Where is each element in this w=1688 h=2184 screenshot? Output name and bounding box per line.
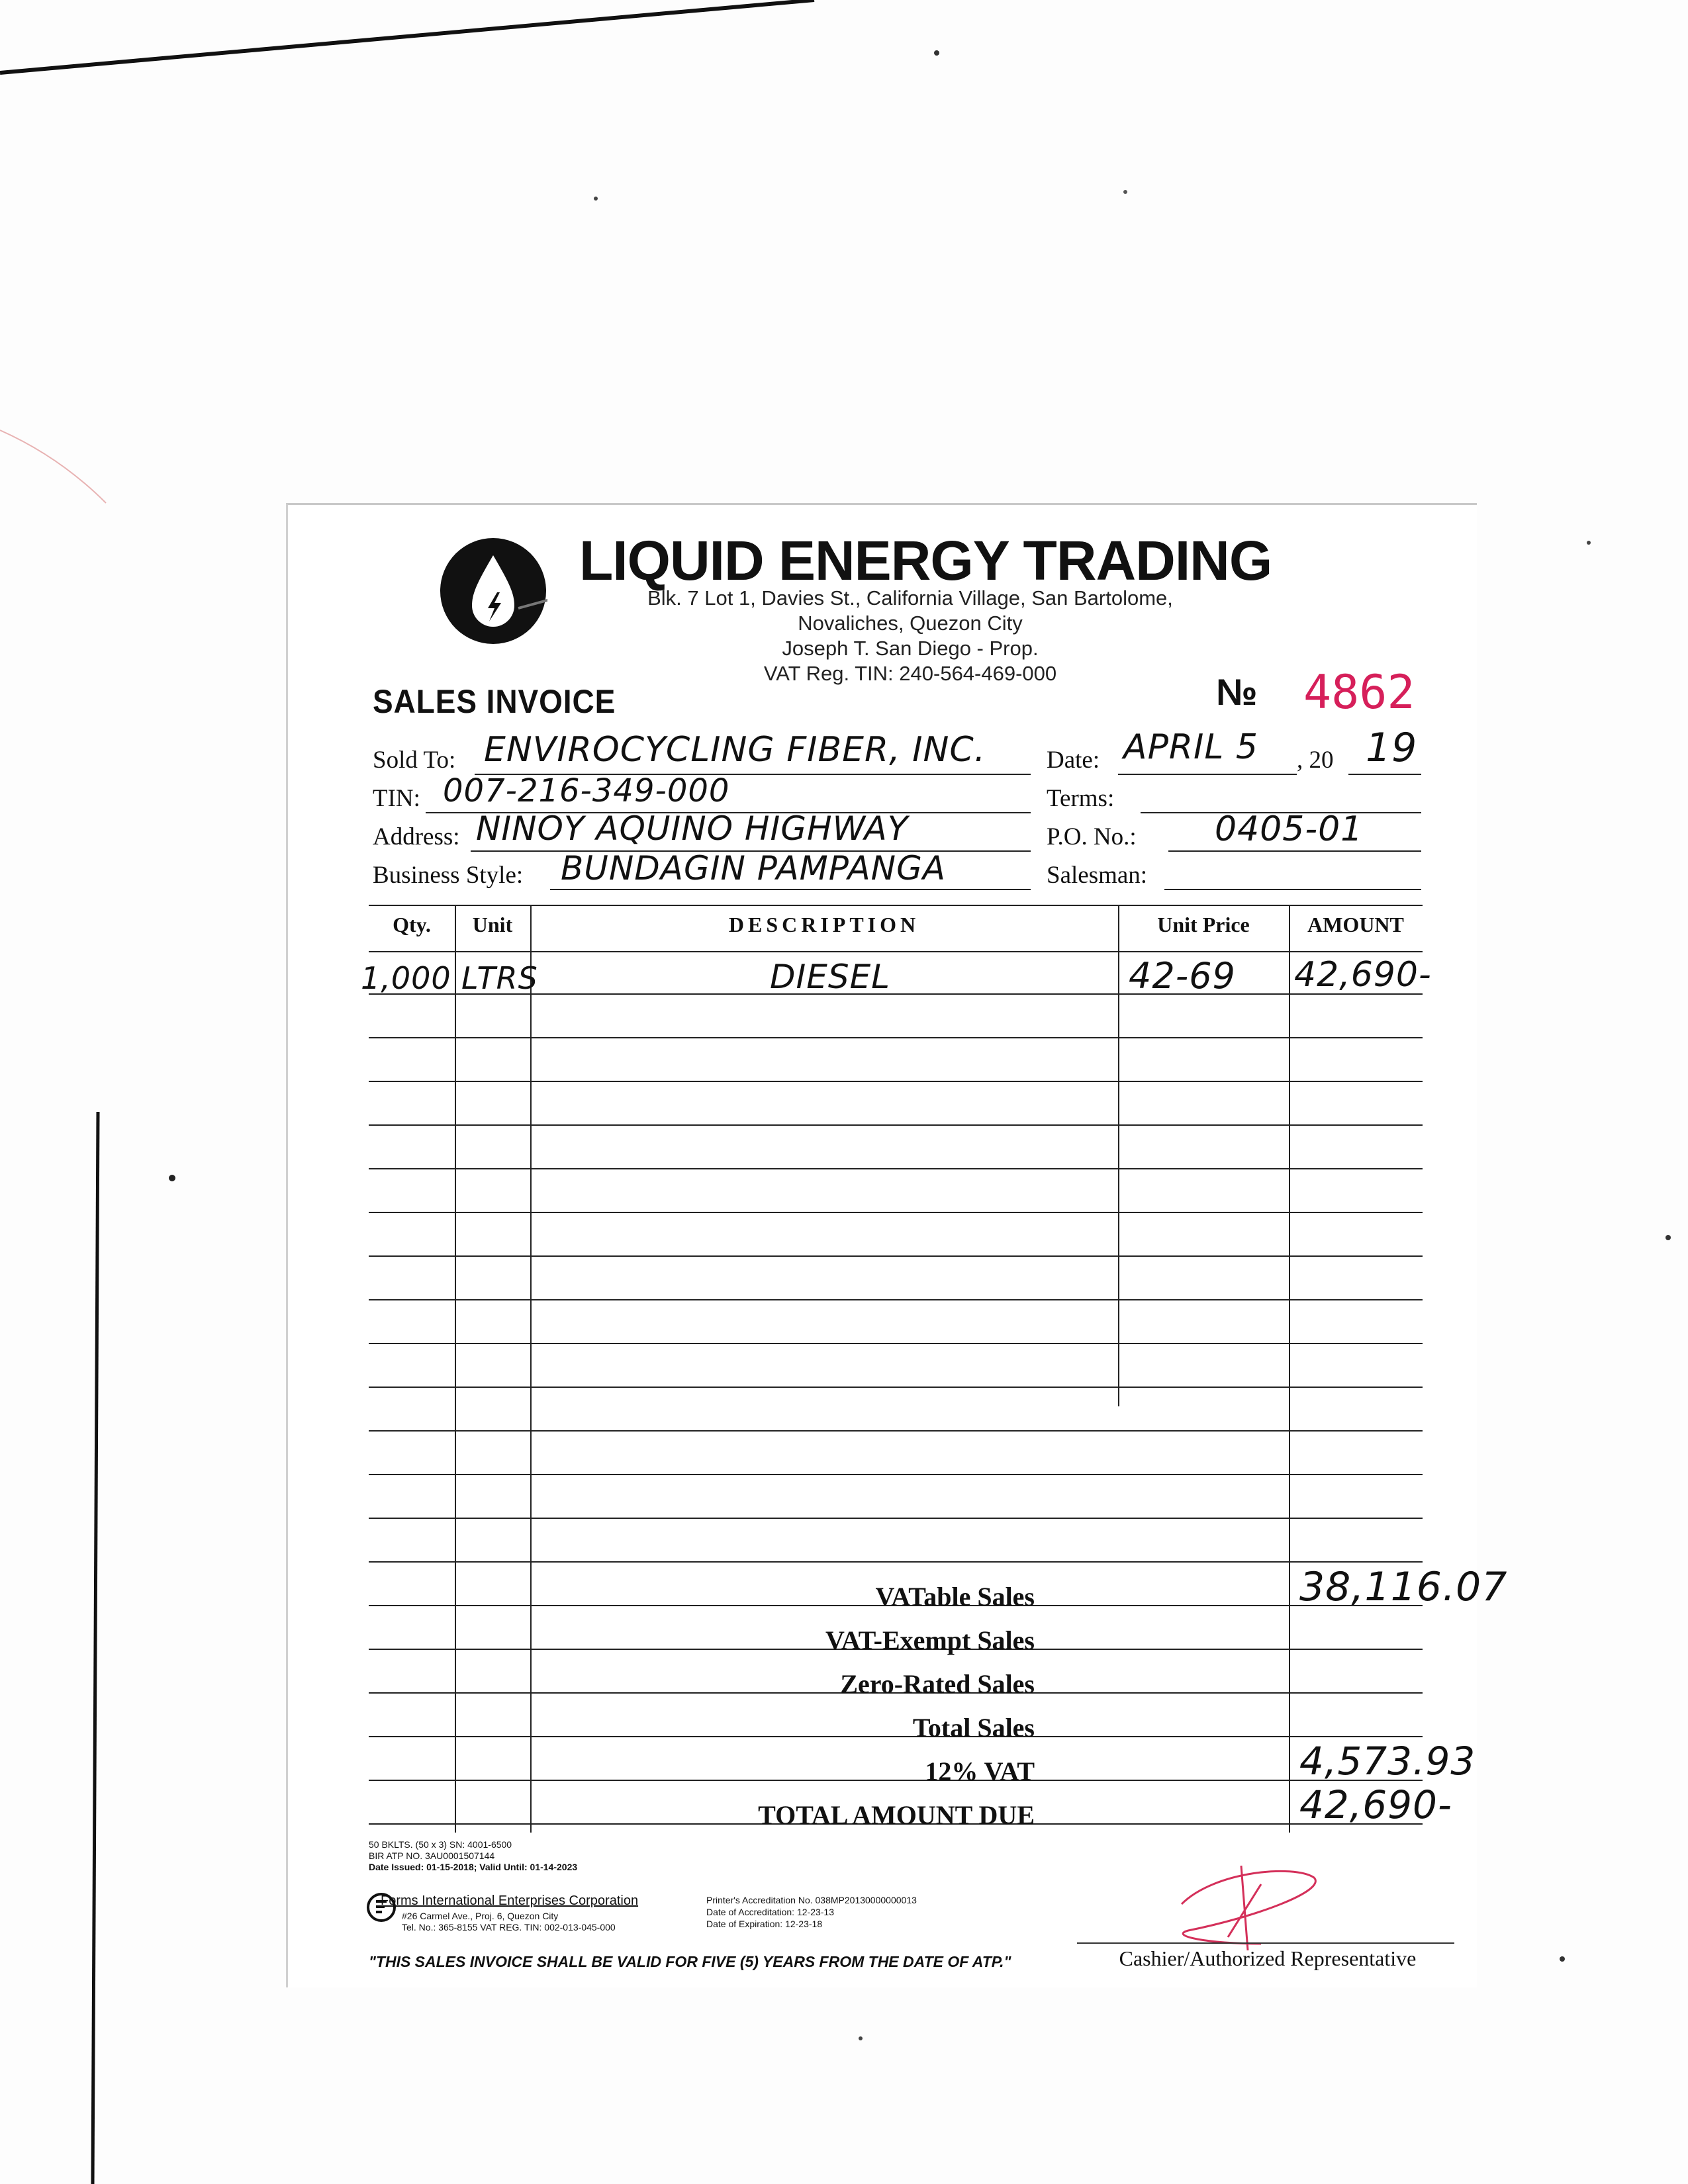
total-amount-due-label: TOTAL AMOUNT DUE (758, 1800, 1035, 1830)
printer-name: Forms International Enterprises Corporation (381, 1893, 639, 1908)
company-address-line1: Blk. 7 Lot 1, Davies St., California Village, San Bartolome, (647, 586, 1173, 610)
company-name: LIQUID ENERGY TRADING (579, 529, 1272, 592)
signature-line (1077, 1942, 1454, 1944)
address-label: Address: (373, 823, 460, 850)
year-value[interactable]: 19 (1366, 725, 1418, 771)
table-rule (369, 1168, 1423, 1169)
invoice-number-label: № (1216, 671, 1258, 713)
table-rule (369, 1299, 1423, 1300)
table-rule (369, 1124, 1423, 1126)
printer-accreditation-no: Printer's Accreditation No. 038MP20130000000013 (706, 1895, 917, 1905)
salesman-line (1164, 889, 1421, 890)
table-rule (369, 1474, 1423, 1475)
col-qty-header: Qty. (393, 913, 431, 936)
table-rule (369, 1037, 1423, 1038)
total-sales-label: Total Sales (912, 1713, 1035, 1743)
validity-note: "THIS SALES INVOICE SHALL BE VALID FOR FIVE (5) YEARS FROM THE DATE OF ATP." (369, 1953, 1011, 1970)
company-vat-tin: VAT Reg. TIN: 240-564-469-000 (763, 662, 1057, 685)
zero-rated-sales-label: Zero-Rated Sales (840, 1669, 1035, 1699)
expiration-date: Date of Expiration: 12-23-18 (706, 1919, 823, 1929)
company-proprietor: Joseph T. San Diego - Prop. (782, 637, 1039, 660)
date-value[interactable]: APRIL 5 (1123, 727, 1258, 767)
table-rule (369, 1518, 1423, 1519)
row-qty[interactable]: 1,000 (361, 960, 451, 996)
col-unit-header: Unit (472, 913, 513, 936)
row-unit[interactable]: LTRS (461, 960, 538, 996)
year-prefix: , 20 (1297, 747, 1334, 774)
salesman-label: Salesman: (1047, 862, 1148, 889)
total-amount-due-value[interactable]: 42,690- (1299, 1782, 1452, 1827)
table-rule (369, 1736, 1423, 1737)
row-unit-price[interactable]: 42-69 (1129, 955, 1236, 997)
table-rule (369, 1255, 1423, 1257)
booklet-info: 50 BKLTS. (50 x 3) SN: 4001-6500 (369, 1839, 512, 1850)
printer-address: #26 Carmel Ave., Proj. 6, Quezon City (402, 1911, 559, 1921)
table-rule (369, 1387, 1423, 1388)
date-label: Date: (1047, 747, 1100, 774)
col-amount-header: AMOUNT (1307, 913, 1404, 936)
year-line (1348, 774, 1421, 775)
signature-label: Cashier/Authorized Representative (1119, 1946, 1417, 1970)
sold-to-label: Sold To: (373, 747, 456, 774)
table-rule (369, 1343, 1423, 1344)
sales-invoice-form (286, 503, 1508, 1987)
terms-label: Terms: (1047, 785, 1115, 812)
tin-label: TIN: (373, 785, 420, 812)
table-rule (369, 1780, 1423, 1781)
vatable-sales-value[interactable]: 38,116.07 (1299, 1564, 1508, 1610)
company-address-line2: Novaliches, Quezon City (798, 612, 1023, 635)
vat-value[interactable]: 4,573.93 (1299, 1739, 1476, 1784)
vat-exempt-sales-label: VAT-Exempt Sales (825, 1625, 1035, 1655)
vatable-sales-label: VATable Sales (875, 1582, 1035, 1612)
col-description-header: DESCRIPTION (728, 913, 920, 936)
business-style-value[interactable]: BUNDAGIN PAMPANGA (561, 849, 947, 887)
business-style-line (550, 889, 1031, 890)
vat-label: 12% VAT (925, 1756, 1035, 1786)
table-rule (369, 1430, 1423, 1432)
table-rule (369, 1212, 1423, 1213)
accreditation-date: Date of Accreditation: 12-23-13 (706, 1907, 835, 1917)
po-line (1168, 850, 1421, 852)
printer-contact: Tel. No.: 365-8155 VAT REG. TIN: 002-013-045-000 (402, 1922, 616, 1933)
table-rule (369, 1081, 1423, 1082)
document-title: SALES INVOICE (373, 683, 616, 720)
row-description[interactable]: DIESEL (770, 958, 891, 996)
row-amount[interactable]: 42,690- (1294, 955, 1432, 995)
invoice-number: 4862 (1303, 665, 1415, 719)
bir-atp-number: BIR ATP NO. 3AU0001507144 (369, 1850, 495, 1861)
liquid-drop-logo-icon (439, 537, 547, 645)
sold-to-value[interactable]: ENVIROCYCLING FIBER, INC. (484, 730, 986, 770)
table-rule (369, 1561, 1423, 1563)
address-value[interactable]: NINOY AQUINO HIGHWAY (476, 809, 909, 848)
business-style-label: Business Style: (373, 862, 524, 889)
date-line (1118, 774, 1297, 775)
tin-value[interactable]: 007-216-349-000 (443, 772, 730, 809)
date-issued: Date Issued: 01-15-2018; Valid Until: 01-14-2023 (369, 1862, 578, 1872)
col-unit-price-header: Unit Price (1157, 913, 1250, 936)
po-value[interactable]: 0405-01 (1215, 809, 1364, 849)
po-label: P.O. No.: (1047, 823, 1137, 850)
